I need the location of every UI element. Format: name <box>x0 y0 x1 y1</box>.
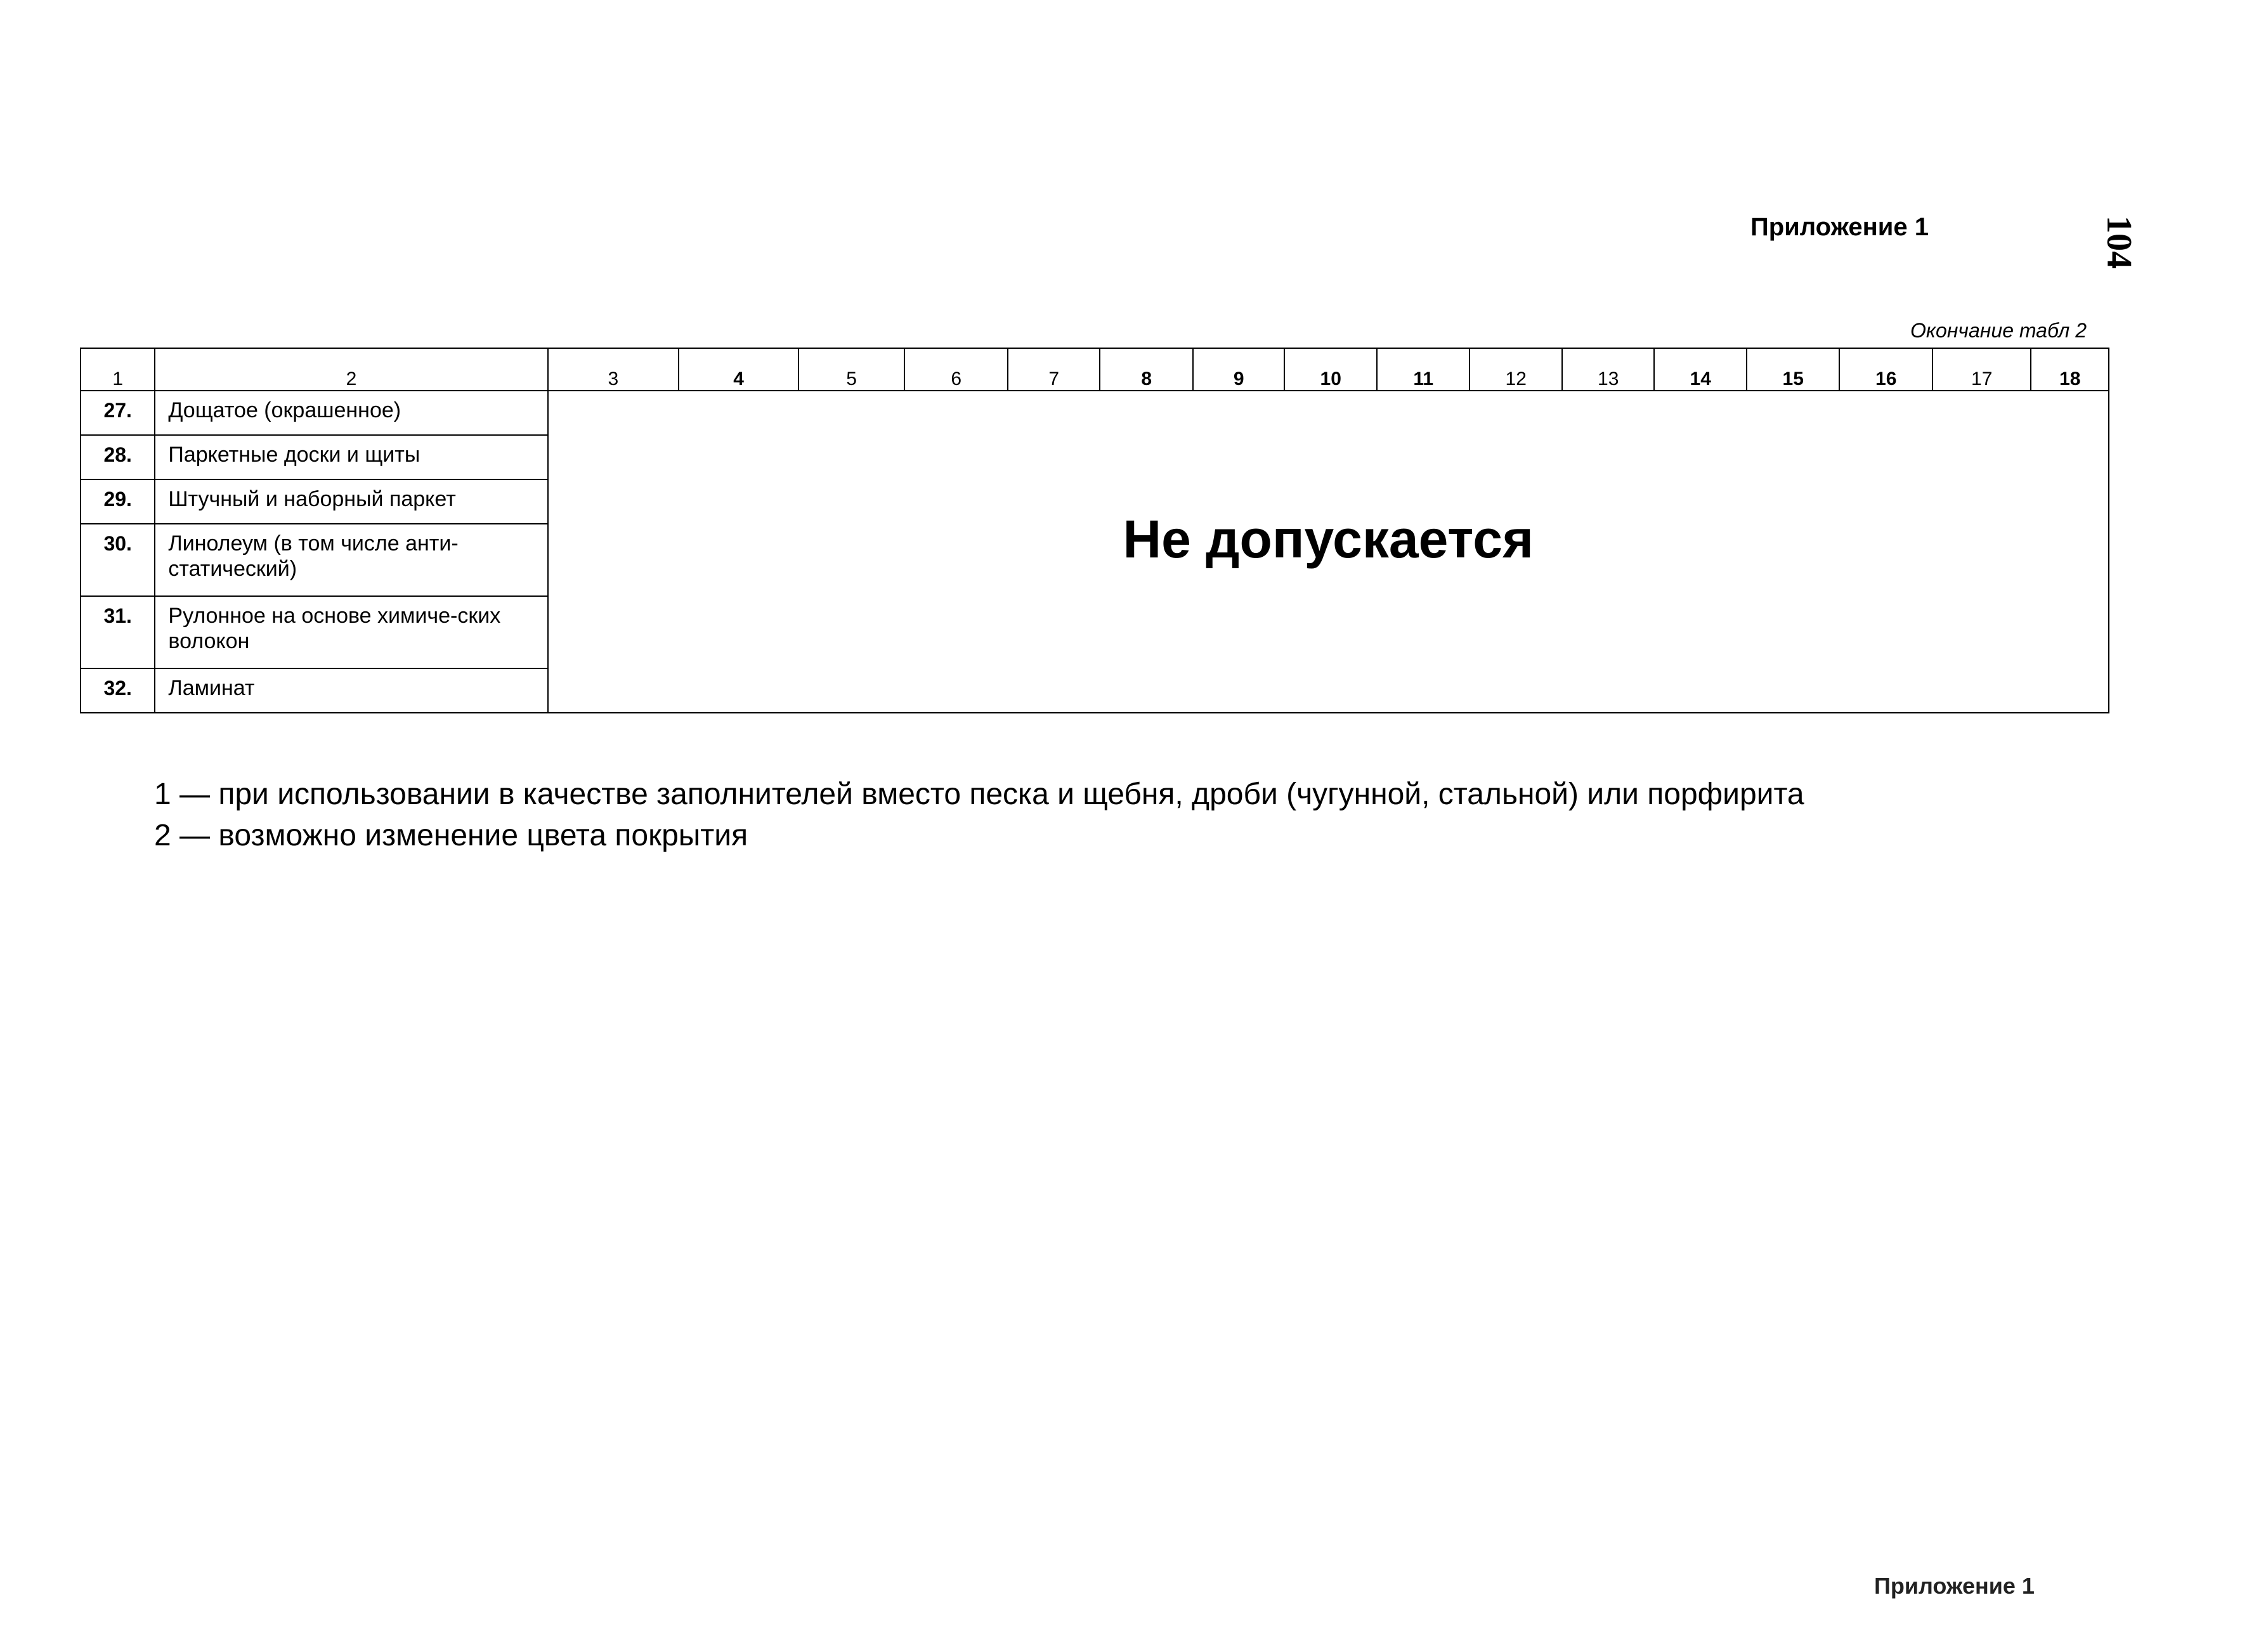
column-header: 9 <box>1193 348 1284 391</box>
column-header: 2 <box>155 348 547 391</box>
row-number: 28. <box>81 435 155 479</box>
merged-cell <box>548 391 2109 713</box>
column-header: 8 <box>1100 348 1193 391</box>
footnote-1: 1 — при использовании в качестве заполнителей вместо песка и щебня, дроби (чугунной, стальной) или порфирита <box>154 777 1804 811</box>
column-header: 10 <box>1284 348 1377 391</box>
column-header: 13 <box>1562 348 1655 391</box>
column-header: 14 <box>1654 348 1747 391</box>
page-number: 104 <box>2099 216 2139 269</box>
column-header: 11 <box>1377 348 1470 391</box>
row-name: Рулонное на основе химиче-ских волокон <box>155 596 547 668</box>
column-header: 17 <box>1932 348 2031 391</box>
footer-label: Приложение 1 <box>1874 1573 2035 1599</box>
row-number: 29. <box>81 479 155 524</box>
column-header: 18 <box>2031 348 2109 391</box>
footnote-2: 2 — возможно изменение цвета покрытия <box>154 819 748 852</box>
row-name: Ламинат <box>155 668 547 713</box>
column-header: 16 <box>1839 348 1932 391</box>
column-header: 1 <box>81 348 155 391</box>
row-number: 27. <box>81 391 155 435</box>
column-header: 6 <box>904 348 1008 391</box>
appendix-label: Приложение 1 <box>1750 213 1929 241</box>
table-row <box>81 391 2109 435</box>
header-row <box>81 348 2109 391</box>
table-continuation-note: Окончание табл 2 <box>1910 319 2087 342</box>
column-header: 4 <box>679 348 798 391</box>
row-number: 32. <box>81 668 155 713</box>
row-name: Дощатое (окрашенное) <box>155 391 547 435</box>
column-header: 12 <box>1470 348 1562 391</box>
column-header: 7 <box>1008 348 1100 391</box>
row-number: 30. <box>81 524 155 596</box>
row-name: Линолеум (в том числе анти-статический) <box>155 524 547 596</box>
column-header: 15 <box>1747 348 1840 391</box>
column-header: 3 <box>548 348 679 391</box>
row-name: Штучный и наборный паркет <box>155 479 547 524</box>
data-table <box>80 348 2109 713</box>
row-number: 31. <box>81 596 155 668</box>
merged-text: Не допускается <box>1123 509 1534 569</box>
row-name: Паркетные доски и щиты <box>155 435 547 479</box>
column-header: 5 <box>798 348 905 391</box>
